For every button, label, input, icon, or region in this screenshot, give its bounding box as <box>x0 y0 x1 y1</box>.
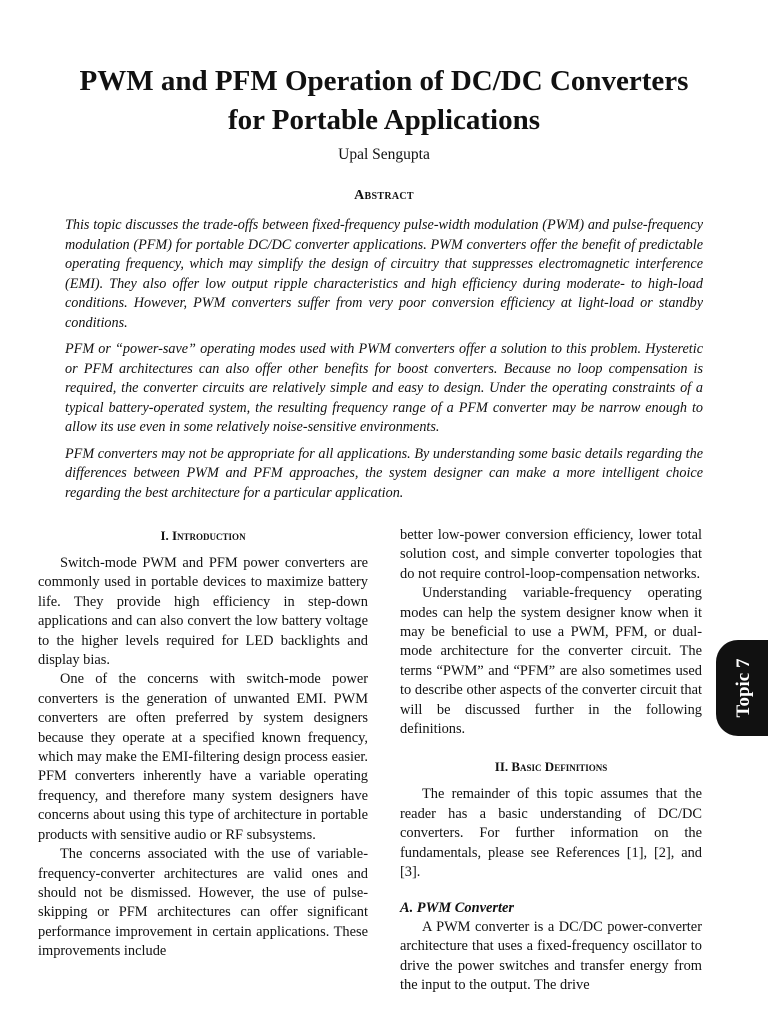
body-paragraph: The concerns associated with the use of variable-frequency-converter architectures are valid ones and should not be dismissed. However, the use of pulse-skipping or PFM architectures can offer significant performance improvement in certain applications. These improvements include <box>38 846 368 960</box>
abstract <box>65 216 703 510</box>
section-heading-basic-definitions: II. Basic Definitions <box>494 759 608 775</box>
right-column <box>400 526 702 996</box>
body-paragraph-continuation: better low-power conversion efficiency, lower total solution cost, and simple converter topologies that do not require control-loop-compensation networks. <box>400 527 702 582</box>
body-paragraph: A PWM converter is a DC/DC power-converter architecture that uses a fixed-frequency oscillator to drive the power switches and transfer energy from the input to the output. The drive <box>400 918 702 994</box>
left-column <box>38 526 368 962</box>
paper-title <box>40 62 728 140</box>
body-paragraph: One of the concerns with switch-mode power converters is the generation of unwanted EMI. PWM converters are often preferred by system designers because they operate at a specified known frequency, which may make the EMI-filtering design process easier. PFM converters inherently have a variable operating frequency, and therefore many system designers have concerns about using this type of architecture in portable products with sensitive audio or RF subsystems. <box>38 671 368 843</box>
subsection-heading-pwm-converter: A. PWM Converter <box>400 899 514 916</box>
body-paragraph: The remainder of this topic assumes that the reader has a basic understanding of DC/DC converters. For further information on the fundamentals, please see References [1], [2], and [3]. <box>400 786 702 881</box>
body-paragraph: Understanding variable-frequency operating modes can help the system designer know when it may be beneficial to use a PWM, PFM, or dual-mode architecture for the converter circuit. The terms “PWM” and “PFM” are also sometimes used to describe other aspects of the converter circuit that will be discussed further in the following definitions. <box>400 585 702 738</box>
topic-tab <box>716 640 768 736</box>
section-heading-introduction: I. Introduction <box>160 528 246 543</box>
abstract-paragraph: This topic discusses the trade-offs between fixed-frequency pulse-width modulation (PWM) and pulse-frequency modulation (PFM) for portable DC/DC converter applications. PWM converters offer the benefit of predictable operating frequency, which may simplify the design of circuitry that suppresses electromagnetic interference (EMI). They also offer low output ripple characteristics and high efficiency during moderate- to high-load conditions. However, PWM converters suffer from very poor conversion efficiency at light-load or standby conditions. <box>65 217 703 331</box>
title-line-1: PWM and PFM Operation of DC/DC Converters <box>79 65 689 97</box>
abstract-paragraph: PFM converters may not be appropriate for all applications. By understanding some basic details regarding the differences between PWM and PFM approaches, the system designer can make a more intelligent choice regarding the best architecture for a particular application. <box>65 445 703 501</box>
title-line-2: for Portable Applications <box>227 104 541 136</box>
body-paragraph: Switch-mode PWM and PFM power converters are commonly used in portable devices to maximize battery life. They provide high efficiency in step-down applications and can also convert the low battery voltage to the higher levels required for LED backlights and display bias. <box>38 555 368 669</box>
abstract-heading: Abstract <box>354 188 414 203</box>
abstract-paragraph: PFM or “power-save” operating modes used with PWM converters offer a solution to this problem. Hysteretic or PFM architectures can also offer other benefits for boost converters. Because no loop compensation is required, the converter circuits are relatively simple and easy to design. Under the operating constraints of a typical battery-operated system, the resulting frequency range of a PFM converter may be narrow enough to allow its use even in some relatively noise-sensitive environments. <box>65 341 703 435</box>
topic-tab-label: Topic 7 <box>733 658 754 718</box>
author-name: Upal Sengupta <box>338 146 430 163</box>
